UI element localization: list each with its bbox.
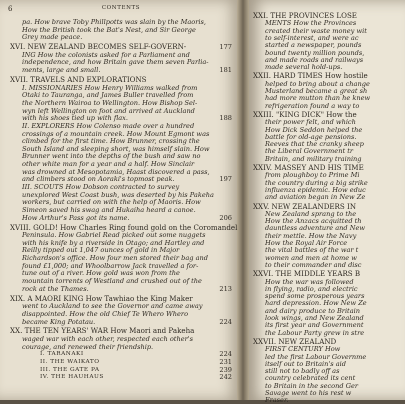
contents-line: in flying, radio, and electric [265,284,358,293]
contents-line: found £1,000; and Whoolbarrow Jack travelled a for- [22,261,199,270]
contents-line: became King Potatau. [22,317,96,326]
contents-line: MENTS How the Provinces [265,19,357,28]
contents-line: Fraser. [265,396,289,404]
chapter-heading: XX. THE TEN YEARS' WAR How Maori and Pakeha [10,326,195,336]
contents-line: rock at the Thames. [22,284,89,293]
contents-line: and climbers stood on Aoraki's topmost peak. [22,175,175,184]
page-ref: 197 [219,175,232,184]
right-page-content [253,0,405,404]
contents-line: I. TARANAKI [40,351,84,358]
contents-line: waged war with each other, respected each other's [22,335,193,343]
contents-line: Britain, and military training [265,154,362,163]
contents-line: unexplored West Coast bush, was deserted by his Pakeha [22,190,214,199]
chapter-heading: XVIII. GOLD! How Charles Ring found gold on the Coromandel [10,222,238,232]
contents-line: Otaki to Tauranga, and James Buller travelled from [22,91,194,100]
contents-line: bound twenty million pounds, [265,48,365,57]
chapter-heading: XXV. NEW ZEALANDERS IN [253,201,357,211]
contents-line: crossings of a mountain creek. How Mount Egmont was [22,129,210,138]
contents-line: their power felt, and which [265,118,356,127]
contents-line: created their waste money wit [265,26,367,35]
contents-line: spend some prosperous years [265,292,365,301]
contents-line: with his knife by a riverside in Otago; and Hartley and [22,238,205,247]
contents-line: South Island and sleeping short, was himself slain. How [22,144,210,153]
contents-line: ments, large and small. [22,66,101,75]
page-ref: 213 [219,284,232,293]
page-ref: 239 [219,365,232,374]
contents-line: made several hold-ups. [265,63,343,72]
contents-line: tune out of a river. How gold was won from the [22,269,180,278]
contents-line: How the Anzacs acquitted th [265,217,362,226]
chapter-heading: XXI. THE PROVINCES LOSE [253,11,357,20]
contents-line: the country during a big strike [265,178,368,187]
contents-line: was drowned at Mesopotamia, Haast discovered a pass, [22,167,210,176]
page-ref: 206 [219,213,232,222]
page-ref: 224 [219,350,232,359]
contents-line: III. SCOUTS How Dobson contracted to survey [22,183,180,192]
contents-line: Grey made peace. [22,33,83,42]
contents-line: still not to badly off as [265,367,340,376]
contents-line: Reilly tipped out 1,047 ounces of gold in Major [22,246,180,255]
contents-line: How the Royal Air Force [265,239,348,247]
contents-line: II. EXPLORERS How Colenso made over a hundred [22,121,195,130]
chapter-heading: XIX. A MAORI KING How Tawhiao the King Maker [10,293,193,303]
contents-line: How the British took the Bat's Nest, and Sir George [22,25,196,34]
contents-line: to self-interest, and were ac [265,33,359,42]
contents-line: led the first Labour Governme [265,352,367,361]
contents-line: III. THE GATE PA [40,366,100,373]
contents-line: their mettle. How the Navy [265,231,357,240]
contents-line: from ploughboy to Prime Mi [265,171,360,180]
contents-line: to Britain in the second Ger [265,381,359,390]
chapter-heading: XVI. NEW ZEALAND BECOMES SELF-GOVERN- [10,42,187,52]
contents-line: Brunner went into the depths of the bush and saw no [22,152,201,161]
contents-line: to their commander and disc [265,260,362,269]
page-ref: 177 [219,43,232,52]
contents-line: wyn left Wellington on foot and arrived at Auckland [22,106,195,115]
contents-line: How the war was followed [265,277,354,286]
contents-line: went to Auckland to see the Governor and came away [22,302,203,311]
chapter-heading: XXVII. NEW ZEALAND [253,336,337,346]
contents-line: look wings, and New Zealand [265,314,364,322]
contents-line: and aviation began in New Ze [265,193,366,202]
running-header: CONTENTS [101,5,141,11]
contents-line: Savage went to his rest w [265,389,352,397]
page-ref: 188 [219,114,232,123]
contents-line: ING How the colonists asked for a Parliament and [22,50,190,59]
chapter-heading: XXVI. THE MIDDLE YEARS B [253,269,361,279]
contents-line: and dairy produce to Britain [265,306,360,315]
contents-line: How Dick Seddon helped the [265,125,363,134]
contents-line: How Arthur's Pass got its name. [22,213,130,222]
contents-line: the Northern Wairoa to Wellington. How Bishop Sel- [22,98,198,107]
contents-line: Simeon saved his swag and Hukaiha heard a canoe. [22,206,196,214]
contents-line: Peninsula. How Gabriel Read picked out some nuggets [22,231,206,240]
left-page-content [6,0,236,400]
contents-line: mountain torrents of Westland and crushed out of the [22,277,202,286]
contents-line: disappointed. How the old Chief Te Whero Whero [22,309,189,318]
contents-line: with his shoes tied up with flax. [22,114,128,123]
contents-line: courage, and renewed their friendship. [22,342,154,351]
contents-line: workers, but carried on with the help of Maoris. How [22,198,201,207]
page-ref: 224 [219,317,232,326]
chapter-heading: XVII. TRAVELS AND EXPLORATIONS [10,74,147,84]
contents-line: started a newspaper, pounds [265,41,362,50]
contents-line: the Labour Party grew in stre [265,328,365,337]
contents-line: dauntless adventure and New [265,224,366,233]
contents-line: New Zealand sprang to the [265,209,357,218]
contents-line: had more mutton than he knew [265,94,371,103]
contents-line: FIRST CENTURY How [265,345,341,354]
contents-line: II. THE WAIKATO [40,358,100,365]
contents-line: independence, and how Britain gave them seven Parlia- [22,58,209,67]
contents-line: hard depression. How New Ze [265,299,367,308]
contents-line: climbed for the first time. How Brunner, crossing the [22,137,200,146]
chapter-heading: XXII. HARD TIMES How hostile [253,71,368,81]
contents-line: battle for old-age pensions. [265,132,357,141]
contents-line: influenza epidemic. How educ [265,185,366,194]
contents-line: refrigeration found a way to [265,101,360,110]
contents-line: IV. THE HAUHAUS [40,374,104,381]
contents-line: Musterland became a great sh [265,87,368,95]
contents-line: women and men at home w [265,253,357,262]
page-ref: 181 [219,66,232,75]
contents-line: the Liberal Government tr [265,147,354,156]
page-ref: 242 [219,373,232,382]
chapter-heading: XXIV. MASSEY AND HIS TIME [253,163,364,172]
contents-line: the vital battles of the war t [265,246,359,255]
contents-line: I. MISSIONARIES How Henry Williams walked from [22,83,198,92]
page-number: 6 [8,5,13,13]
contents-line: Richardson's office. How four men stored their bag and [22,254,209,263]
page-ref: 231 [219,357,232,366]
contents-line: country celebrated its cent [265,374,356,383]
contents-line: other white man for a year and a half. How Sinclair [22,160,195,169]
contents-line: its first year and Government [265,321,364,330]
contents-line: helped to bring about a change [265,79,370,88]
contents-line: pa. How brave Toby Phillpotts was slain by the Maoris, [22,18,206,26]
contents-line: itself out to Britain's aid [265,359,346,368]
contents-line: and made roads and railways [265,55,364,64]
contents-line: Reeves that the cranky sheep [265,140,364,149]
chapter-heading: XXIII. "KING DICK" How the [253,109,357,119]
